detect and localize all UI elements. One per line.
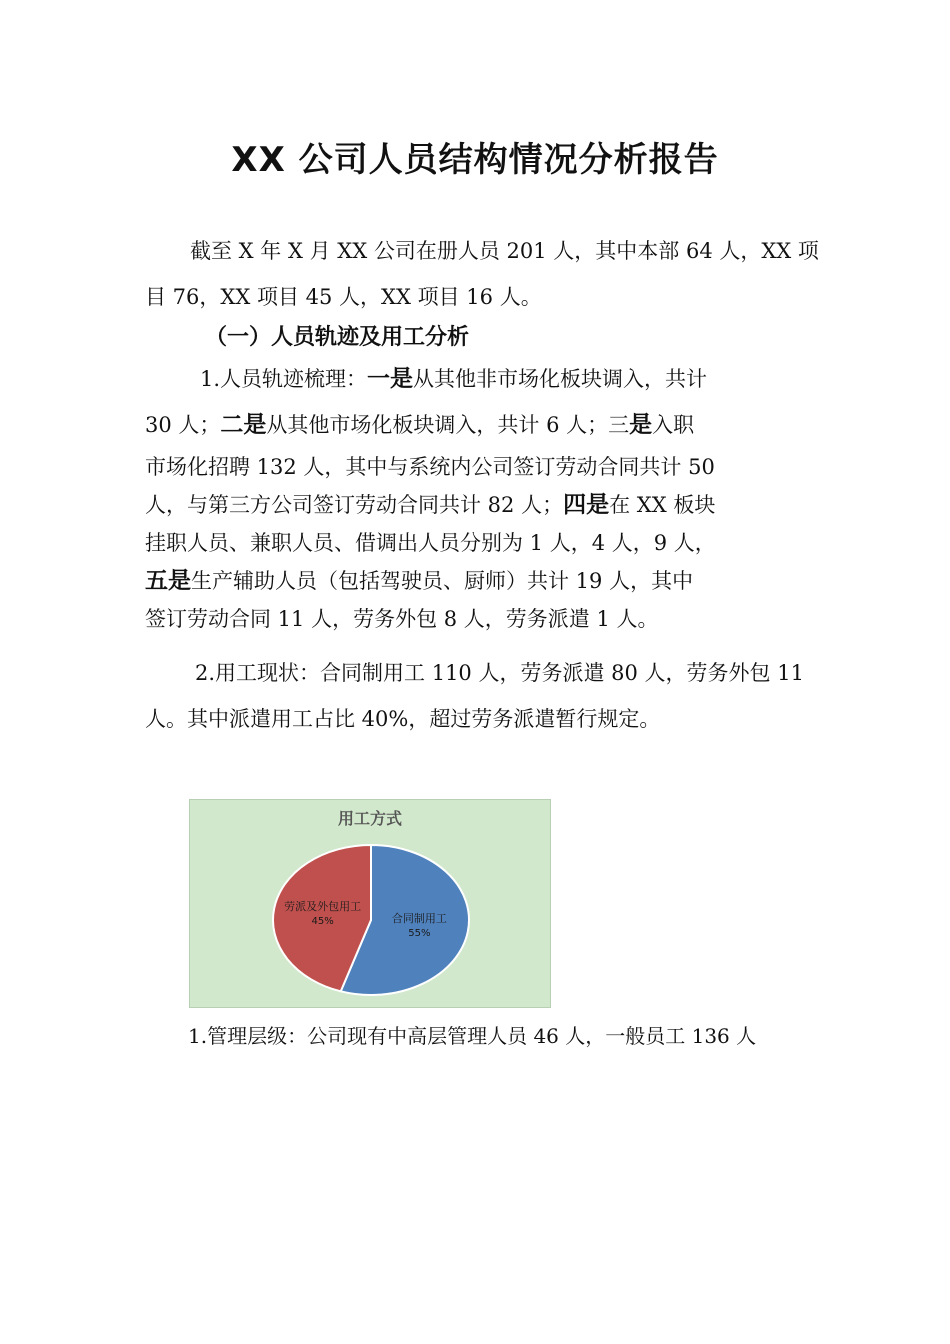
trajectory-line — [145, 448, 825, 486]
trajectory-line — [145, 406, 825, 444]
trajectory-line — [145, 562, 825, 600]
trajectory-line — [145, 600, 825, 638]
keyword-one: 一是 — [367, 366, 414, 392]
trajectory-paragraph — [145, 360, 825, 638]
keyword-five: 五是 — [145, 568, 191, 594]
trajectory-text: 从其他市场化板块调入，共计 6 人；三 — [266, 413, 630, 437]
trajectory-text: 挂职人员、兼职人员、借调出人员分别为 1 人，4 人，9 人， — [145, 531, 716, 555]
trajectory-text: 市场化招聘 132 人，其中与系统内公司签订劳动合同共计 50 — [145, 455, 715, 479]
employment-status-paragraph: 2.用工现状：合同制用工 110 人，劳务派遣 80 人，劳务外包 11 人。其中派遣用工占比 40%，超过劳务派遣暂行规定。 — [145, 661, 804, 731]
keyword-four: 四是 — [563, 492, 610, 518]
pie-chart-svg — [190, 800, 550, 1007]
trajectory-text: 30 人； — [145, 413, 221, 437]
trajectory-text: 从其他非市场化板块调入，共计 — [413, 367, 708, 391]
pie-slice-category-label: 劳派及外包用工 — [284, 900, 362, 914]
trajectory-line — [145, 486, 825, 524]
intro-paragraph: 截至 X 年 X 月 XX 公司在册人员 201 人，其中本部 64 人，XX 项目 76，XX 项目 45 人，XX 项目 16 人。 — [145, 239, 819, 309]
section-heading: （一）人员轨迹及用工分析 — [205, 325, 470, 350]
trajectory-prefix: 1.人员轨迹梳理： — [200, 367, 368, 391]
chart-title: 用工方式 — [337, 809, 403, 828]
trajectory-text: 在 XX 板块 — [609, 493, 716, 517]
trajectory-text: 签订劳动合同 11 人，劳务外包 8 人，劳务派遣 1 人。 — [145, 607, 659, 631]
trajectory-text: 生产辅助人员（包括驾驶员、厨师）共计 19 人，其中 — [191, 569, 694, 593]
trajectory-line — [145, 360, 825, 398]
employment-pie-chart — [189, 799, 551, 1008]
page-title: XX 公司人员结构情况分析报告 — [231, 140, 719, 180]
trajectory-line — [145, 524, 825, 562]
pie-slice-category-label: 合同制用工 — [391, 911, 447, 925]
management-levels-paragraph: 1.管理层级：公司现有中高层管理人员 46 人，一般员工 136 人 — [188, 1024, 757, 1048]
pie-slice-percent-label: 45% — [311, 916, 334, 928]
keyword-three: 是 — [629, 412, 653, 438]
keyword-two: 二是 — [220, 412, 267, 438]
pie-slice-percent-label: 55% — [408, 927, 431, 939]
trajectory-text: 人，与第三方公司签订劳动合同共计 82 人； — [145, 493, 564, 517]
trajectory-text: 入职 — [652, 413, 695, 437]
